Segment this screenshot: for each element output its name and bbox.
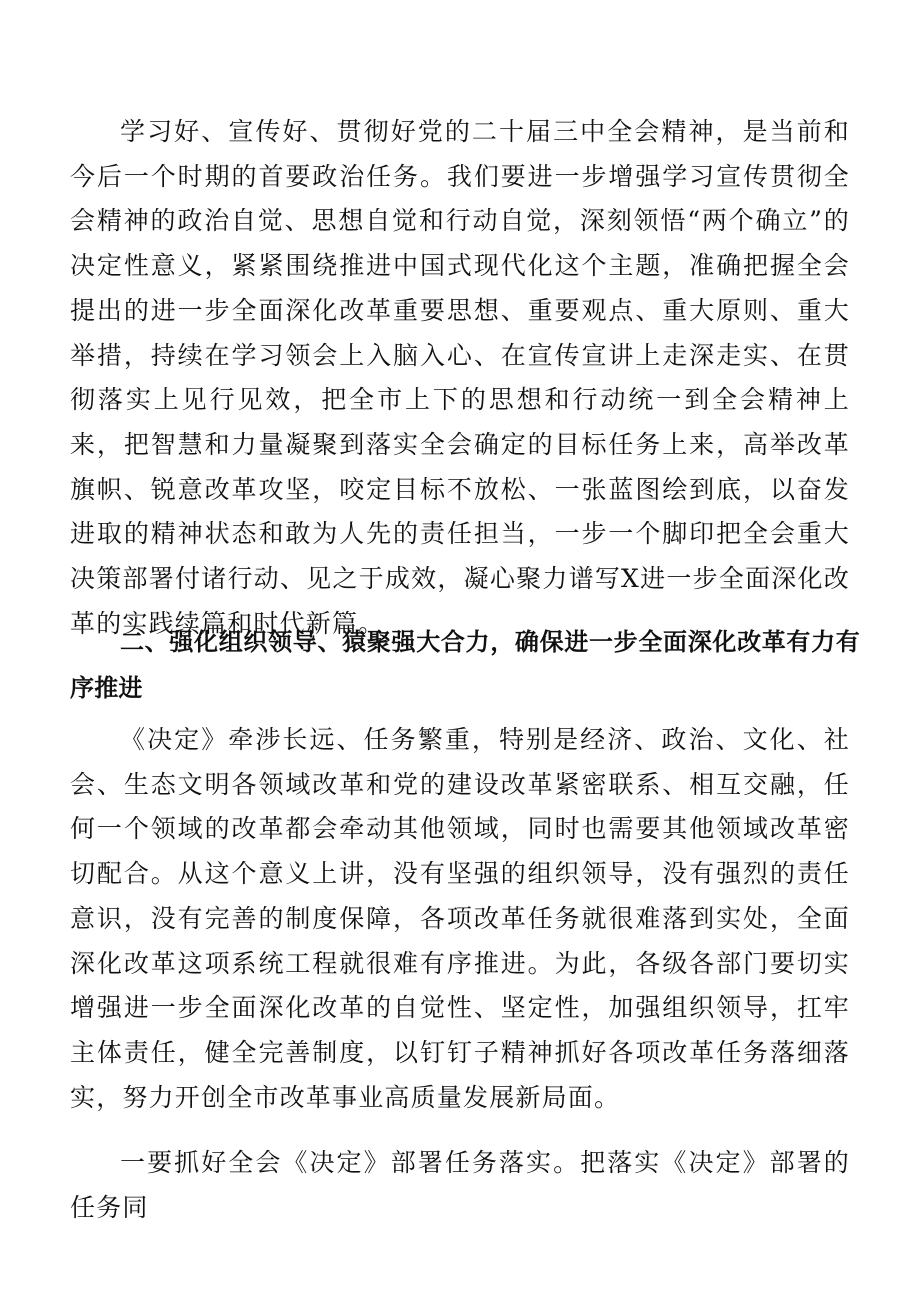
section-heading: 二、强化组织领导、猿聚强大合力，确保进一步全面深化改革有力有序推进 xyxy=(70,628,860,702)
body-paragraph: 一要抓好全会《决定》部署任务落实。把落实《决定》部署的任务同 xyxy=(70,1148,850,1222)
body-paragraph: 学习好、宣传好、贯彻好党的二十届三中全会精神，是当前和今后一个时期的首要政治任务。我们要进一步增强学习宣传贯彻全会精神的政治自觉、思想自觉和行动自觉，深刻领悟“两个确立”的决定性意义，紧紧围绕推进中国式现代化这个主题，准确把握全会提出的进一步全面深化改革重要思想、重要观点、重大原则、重大举措，持续在学习领会上入脑入心、在宣传宣讲上走深走实、在贯彻落实上见行见效，把全市上下的思想和行动统一到全会精神上来，把智慧和力量凝聚到落实全会确定的目标任务上来，高举改革旗帜、锐意改革攻坚，咬定目标不放松、一张蓝图绘到底，以奋发进取的精神状态和敢为人先的责任担当，一步一个脚印把全会重大决策部署付诸行动、见之于成效，凝心聚力谱写X进一步全面深化改革的实践续篇和时代新篇。 xyxy=(70,117,850,638)
body-paragraph: 《决定》牵涉长远、任务繁重，特别是经济、政治、文化、社会、生态文明各领域改革和党的建设改革紧密联系、相互交融，任何一个领域的改革都会牵动其他领域，同时也需要其他领域改革密切配合。从这个意义上讲，没有坚强的组织领导，没有强烈的责任意识，没有完善的制度保障，各项改革任务就很难落到实处，全面深化改革这项系统工程就很难有序推进。为此，各级各部门要切实增强进一步全面深化改革的自觉性、坚定性，加强组织领导，扛牢主体责任，健全完善制度，以钉钉子精神抓好各项改革任务落细落实，努力开创全市改革事业高质量发展新局面。 xyxy=(70,725,850,1112)
